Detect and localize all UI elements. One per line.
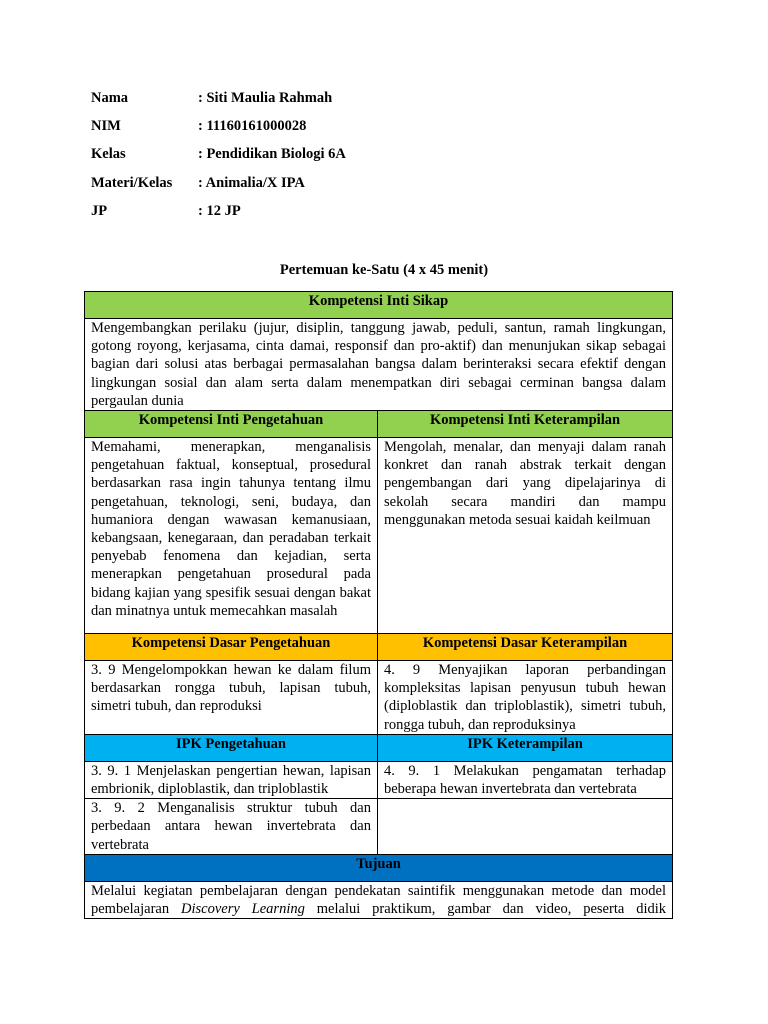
tujuan-header: Tujuan bbox=[85, 854, 673, 881]
identity-value: : 11160161000028 bbox=[198, 118, 307, 135]
kd-pengetahuan-text: 3. 9 Mengelompokkan hewan ke dalam filum berdasarkan rongga tubuh, lapisan tubuh, simetri tubuh, dan reproduksi bbox=[85, 661, 378, 735]
identity-label: Materi/Kelas bbox=[91, 174, 173, 191]
lesson-plan-table bbox=[84, 291, 673, 919]
kd-keterampilan-header: Kompetensi Dasar Keterampilan bbox=[378, 634, 673, 661]
identity-block bbox=[91, 90, 346, 231]
identity-row-nama bbox=[91, 90, 346, 118]
kd-keterampilan-text: 4. 9 Menyajikan laporan perbandingan kompleksitas lapisan penyusun tubuh hewan (diploblastik dan triploblastik), simetri tubuh, rongga tubuh, dan reproduksinya bbox=[378, 661, 673, 735]
ki-keterampilan-text: Mengolah, menalar, dan menyaji dalam ranah konkret dan ranah abstrak terkait dengan pengembangan dari yang dipelajarinya di sekolah secara mandiri dan mampu menggunakan metoda sesuai kaidah keilmuan bbox=[378, 438, 673, 634]
ki-sikap-header: Kompetensi Inti Sikap bbox=[85, 292, 673, 319]
identity-label: Nama bbox=[91, 90, 129, 106]
identity-row-nim bbox=[91, 118, 346, 146]
identity-row-kelas bbox=[91, 146, 346, 174]
identity-value: : Siti Maulia Rahmah bbox=[198, 90, 333, 106]
identity-label: Kelas bbox=[91, 146, 126, 163]
ipk-pengetahuan-2: 3. 9. 2 Menganalisis struktur tubuh dan perbedaan antara hewan invertebrata dan vertebrata bbox=[85, 799, 378, 855]
identity-label: NIM bbox=[91, 118, 121, 135]
ipk-pengetahuan-header: IPK Pengetahuan bbox=[85, 734, 378, 761]
ki-pengetahuan-header: Kompetensi Inti Pengetahuan bbox=[85, 411, 378, 438]
ki-sikap-text: Mengembangkan perilaku (jujur, disiplin, tanggung jawab, peduli, santun, ramah lingkungan, gotong royong, kerjasama, cinta damai, responsif dan pro-aktif) dan menunjukan sikap sebagai bagian dari solusi atas berbagai permasalahan bangsa dalam berinteraksi secara efektif dengan lingkungan sosial dan alam serta dalam menempatkan diri sebagai cerminan bangsa dalam pergaulan dunia bbox=[85, 319, 673, 411]
meeting-title: Pertemuan ke-Satu (4 x 45 menit) bbox=[279, 262, 489, 278]
tujuan-text bbox=[85, 881, 673, 918]
ipk-keterampilan-1: 4. 9. 1 Melakukan pengamatan terhadap beberapa hewan invertebrata dan vertebrata bbox=[378, 761, 673, 798]
identity-value: : Animalia/X IPA bbox=[198, 174, 305, 191]
kd-pengetahuan-header: Kompetensi Dasar Pengetahuan bbox=[85, 634, 378, 661]
tujuan-text-after: melalui praktikum, gambar dan video, peserta didik bbox=[304, 901, 666, 918]
ipk-pengetahuan-1: 3. 9. 1 Menjelaskan pengertian hewan, lapisan embrionik, diploblastik, dan triploblastik bbox=[85, 761, 378, 798]
identity-row-materi bbox=[91, 175, 346, 203]
tujuan-text-italic: Discovery Learning bbox=[181, 901, 305, 918]
ipk-keterampilan-header: IPK Keterampilan bbox=[378, 734, 673, 761]
identity-row-jp bbox=[91, 203, 346, 231]
ki-pengetahuan-text: Memahami, menerapkan, menganalisis pengetahuan faktual, konseptual, prosedural berdasarkan rasa ingin tahunya tentang ilmu pengetahuan, teknologi, seni, budaya, dan humaniora dengan wawasan kemanusiaan, kebangsaan, kenegaraan, dan peradaban terkait penyebab fenomena dan kejadian, serta menerapkan pengetahuan prosedural pada bidang kajian yang spesifik sesuai dengan bakat dan minatnya untuk memecahkan masalah bbox=[85, 438, 378, 634]
ipk-keterampilan-2 bbox=[378, 799, 673, 855]
tujuan-text-before: Melalui kegiatan pembelajaran dengan pendekatan saintifik menggunakan metode dan model pembelajaran bbox=[91, 882, 666, 918]
identity-label: JP bbox=[91, 202, 108, 219]
ki-keterampilan-header: Kompetensi Inti Keterampilan bbox=[378, 411, 673, 438]
identity-value: : 12 JP bbox=[198, 202, 241, 219]
identity-value: : Pendidikan Biologi 6A bbox=[198, 146, 346, 163]
